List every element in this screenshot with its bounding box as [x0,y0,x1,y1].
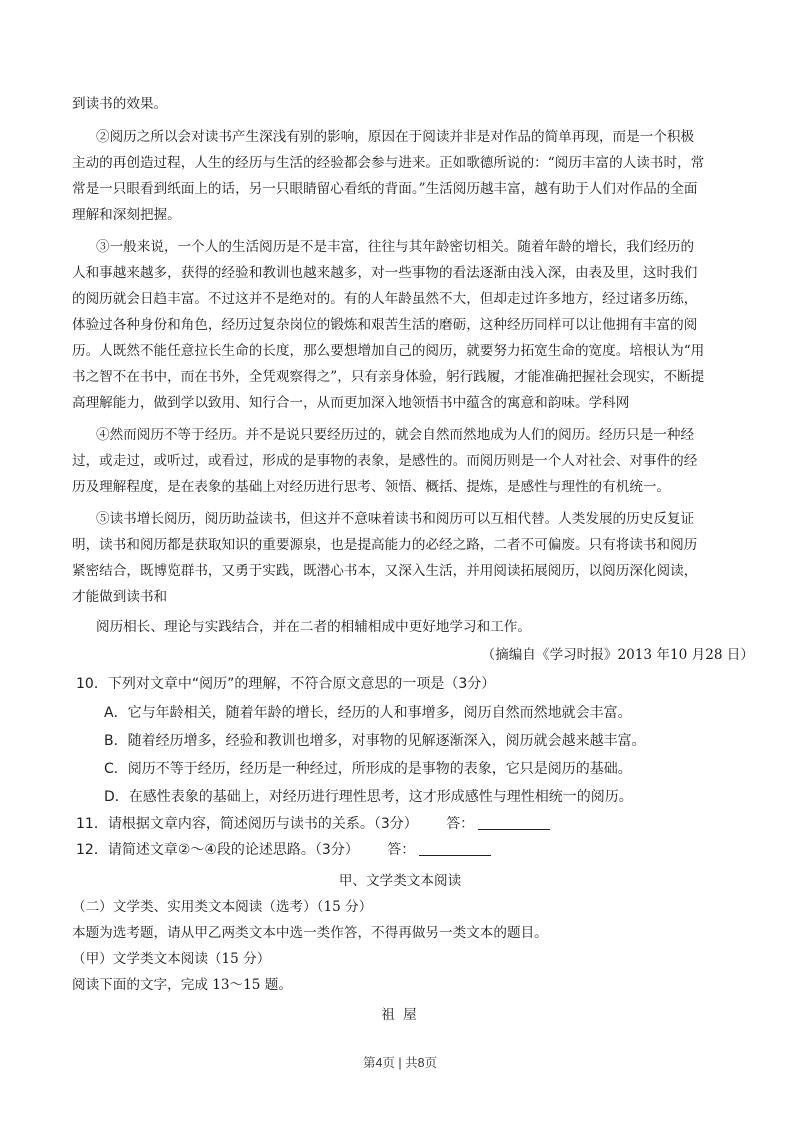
paragraph-4-line: 历及理解程度，是在表象的基础上对经历进行思考、领悟、概括、提炼，是感性与理性的有机统一。 [72,479,671,495]
paragraph-3-line: 历。人既然不能任意拉长生命的长度，那么要想增加自己的阅历，就要努力拓宽生命的宽度。培根认为“用 [72,343,705,359]
paragraph-5-line: 明，读书和阅历都是获取知识的重要源泉，也是提高能力的必经之路，二者不可偏废。只有将读书和阅历 [72,537,698,553]
paragraph-2-line: ②阅历之所以会对读书产生深浅有别的影响，原因在于阅读并非是对作品的简单再现，而是一个积极 [96,129,695,145]
paragraph-1-tail: 到读书的效果。 [72,96,168,112]
section-part-2: （二）文学类、实用类文本阅读（选考）（15 分） [72,899,373,915]
paragraph-3-line: 高理解能力，做到学以致用、知行合一，从而更加深入地领悟书中蕴含的寓意和韵味。学科网 [72,395,630,411]
question-11-answer-blank[interactable] [478,815,550,830]
paragraph-2-line: 主动的再创造过程，人生的经历与生活的经验都会参与进来。正如歌德所说的：“阅历丰富的人读书时，常 [72,155,705,171]
section-instruction: 阅读下面的文字，完成 13～15 题。 [72,977,292,993]
paragraph-3-line: 的阅历就会日趋丰富。不过这并不是绝对的。有的人年龄虽然不大，但却走过许多地方，经过诸多历练， [72,291,698,307]
section-jia: （甲）文学类文本阅读（15 分） [72,951,271,967]
section-note: 本题为选考题，请从甲乙两类文本中选一类作答，不得再做另一类文本的题目。 [72,925,548,941]
question-12-answer-label: 答： [387,842,416,858]
question-10-option-a: A．它与年龄相关，随着年龄的增长，经历的人和事增多，阅历自然而然地就会丰富。 [104,705,632,721]
question-10-option-b: B．随着经历增多，经验和教训也增多，对事物的见解逐渐深入，阅历就会越来越丰富。 [104,733,646,749]
question-11-answer-label: 答： [446,816,475,832]
question-12 [76,840,491,860]
paragraph-5-line: 紧密结合，既博览群书，又勇于实践，既潜心书本，又深入生活，并用阅读拓展阅历，以阅历深化阅读， [72,563,698,579]
question-12-text: 12．请简述文章②～④段的论述思路。（3分） [76,842,359,858]
paragraph-4-line: ④然而阅历不等于经历。并不是说只要经历过的，就会自然而然地成为人们的阅历。经历只是一种经 [96,427,695,443]
question-10-option-d: D．在感性表象的基础上，对经历进行理性思考，这才形成感性与理性相统一的阅历。 [104,789,633,805]
paragraph-3-line: 书之智不在书中，而在书外，全凭观察得之”，只有亲身体验，躬行践履，才能准确把握社会现实，不断提 [72,369,705,385]
question-10-option-c: C．阅历不等于经历，经历是一种经过，所形成的是事物的表象，它只是阅历的基础。 [104,761,632,777]
paragraph-2-line: 理解和深刻把握。 [72,207,181,223]
question-11 [76,814,550,834]
paragraph-4-line: 过，或走过，或听过，或看过，形成的是事物的表象，是感性的。而阅历则是一个人对社会、对事件的经 [72,453,698,469]
paragraph-3-line: 体验过各种身份和角色，经历过复杂岗位的锻炼和艰苦生活的磨砺，这种经历同样可以让他拥有丰富的阅 [72,317,698,333]
paragraph-5-line: 才能做到读书和 [72,589,168,605]
paragraph-5-line: ⑤读书增长阅历，阅历助益读书，但这并不意味着读书和阅历可以互相代替。人类发展的历史反复证 [96,511,695,527]
section-heading: 甲、文学类文本阅读 [338,873,462,889]
paragraph-3-line: ③一般来说，一个人的生活阅历是不是丰富，往往与其年龄密切相关。随着年龄的增长，我们经历的 [96,239,695,255]
paragraph-3-line: 人和事越来越多，获得的经验和教训也越来越多，对一些事物的看法逐渐由浅入深，由表及里，这时我们 [72,265,698,281]
question-10: 10．下列对文章中“阅历”的理解，不符合原文意思的一项是（3分） [76,676,496,692]
question-12-answer-blank[interactable] [419,841,491,856]
paragraph-5-line: 阅历相长、理论与实践结合，并在二者的相辅相成中更好地学习和工作。 [96,619,531,635]
page-footer: 第4页 | 共8页 [362,1056,438,1070]
article-title: 祖 屋 [381,1007,419,1023]
question-11-text: 11．请根据文章内容，简述阅历与读书的关系。（3分） [76,816,418,832]
source-citation: （摘编自《学习时报》2013 年10 月28 日） [481,647,754,663]
paragraph-2-line: 常是一只眼看到纸面上的话，另一只眼睛留心看纸的背面。”生活阅历越丰富，越有助于人们对作品的全面 [72,181,698,197]
